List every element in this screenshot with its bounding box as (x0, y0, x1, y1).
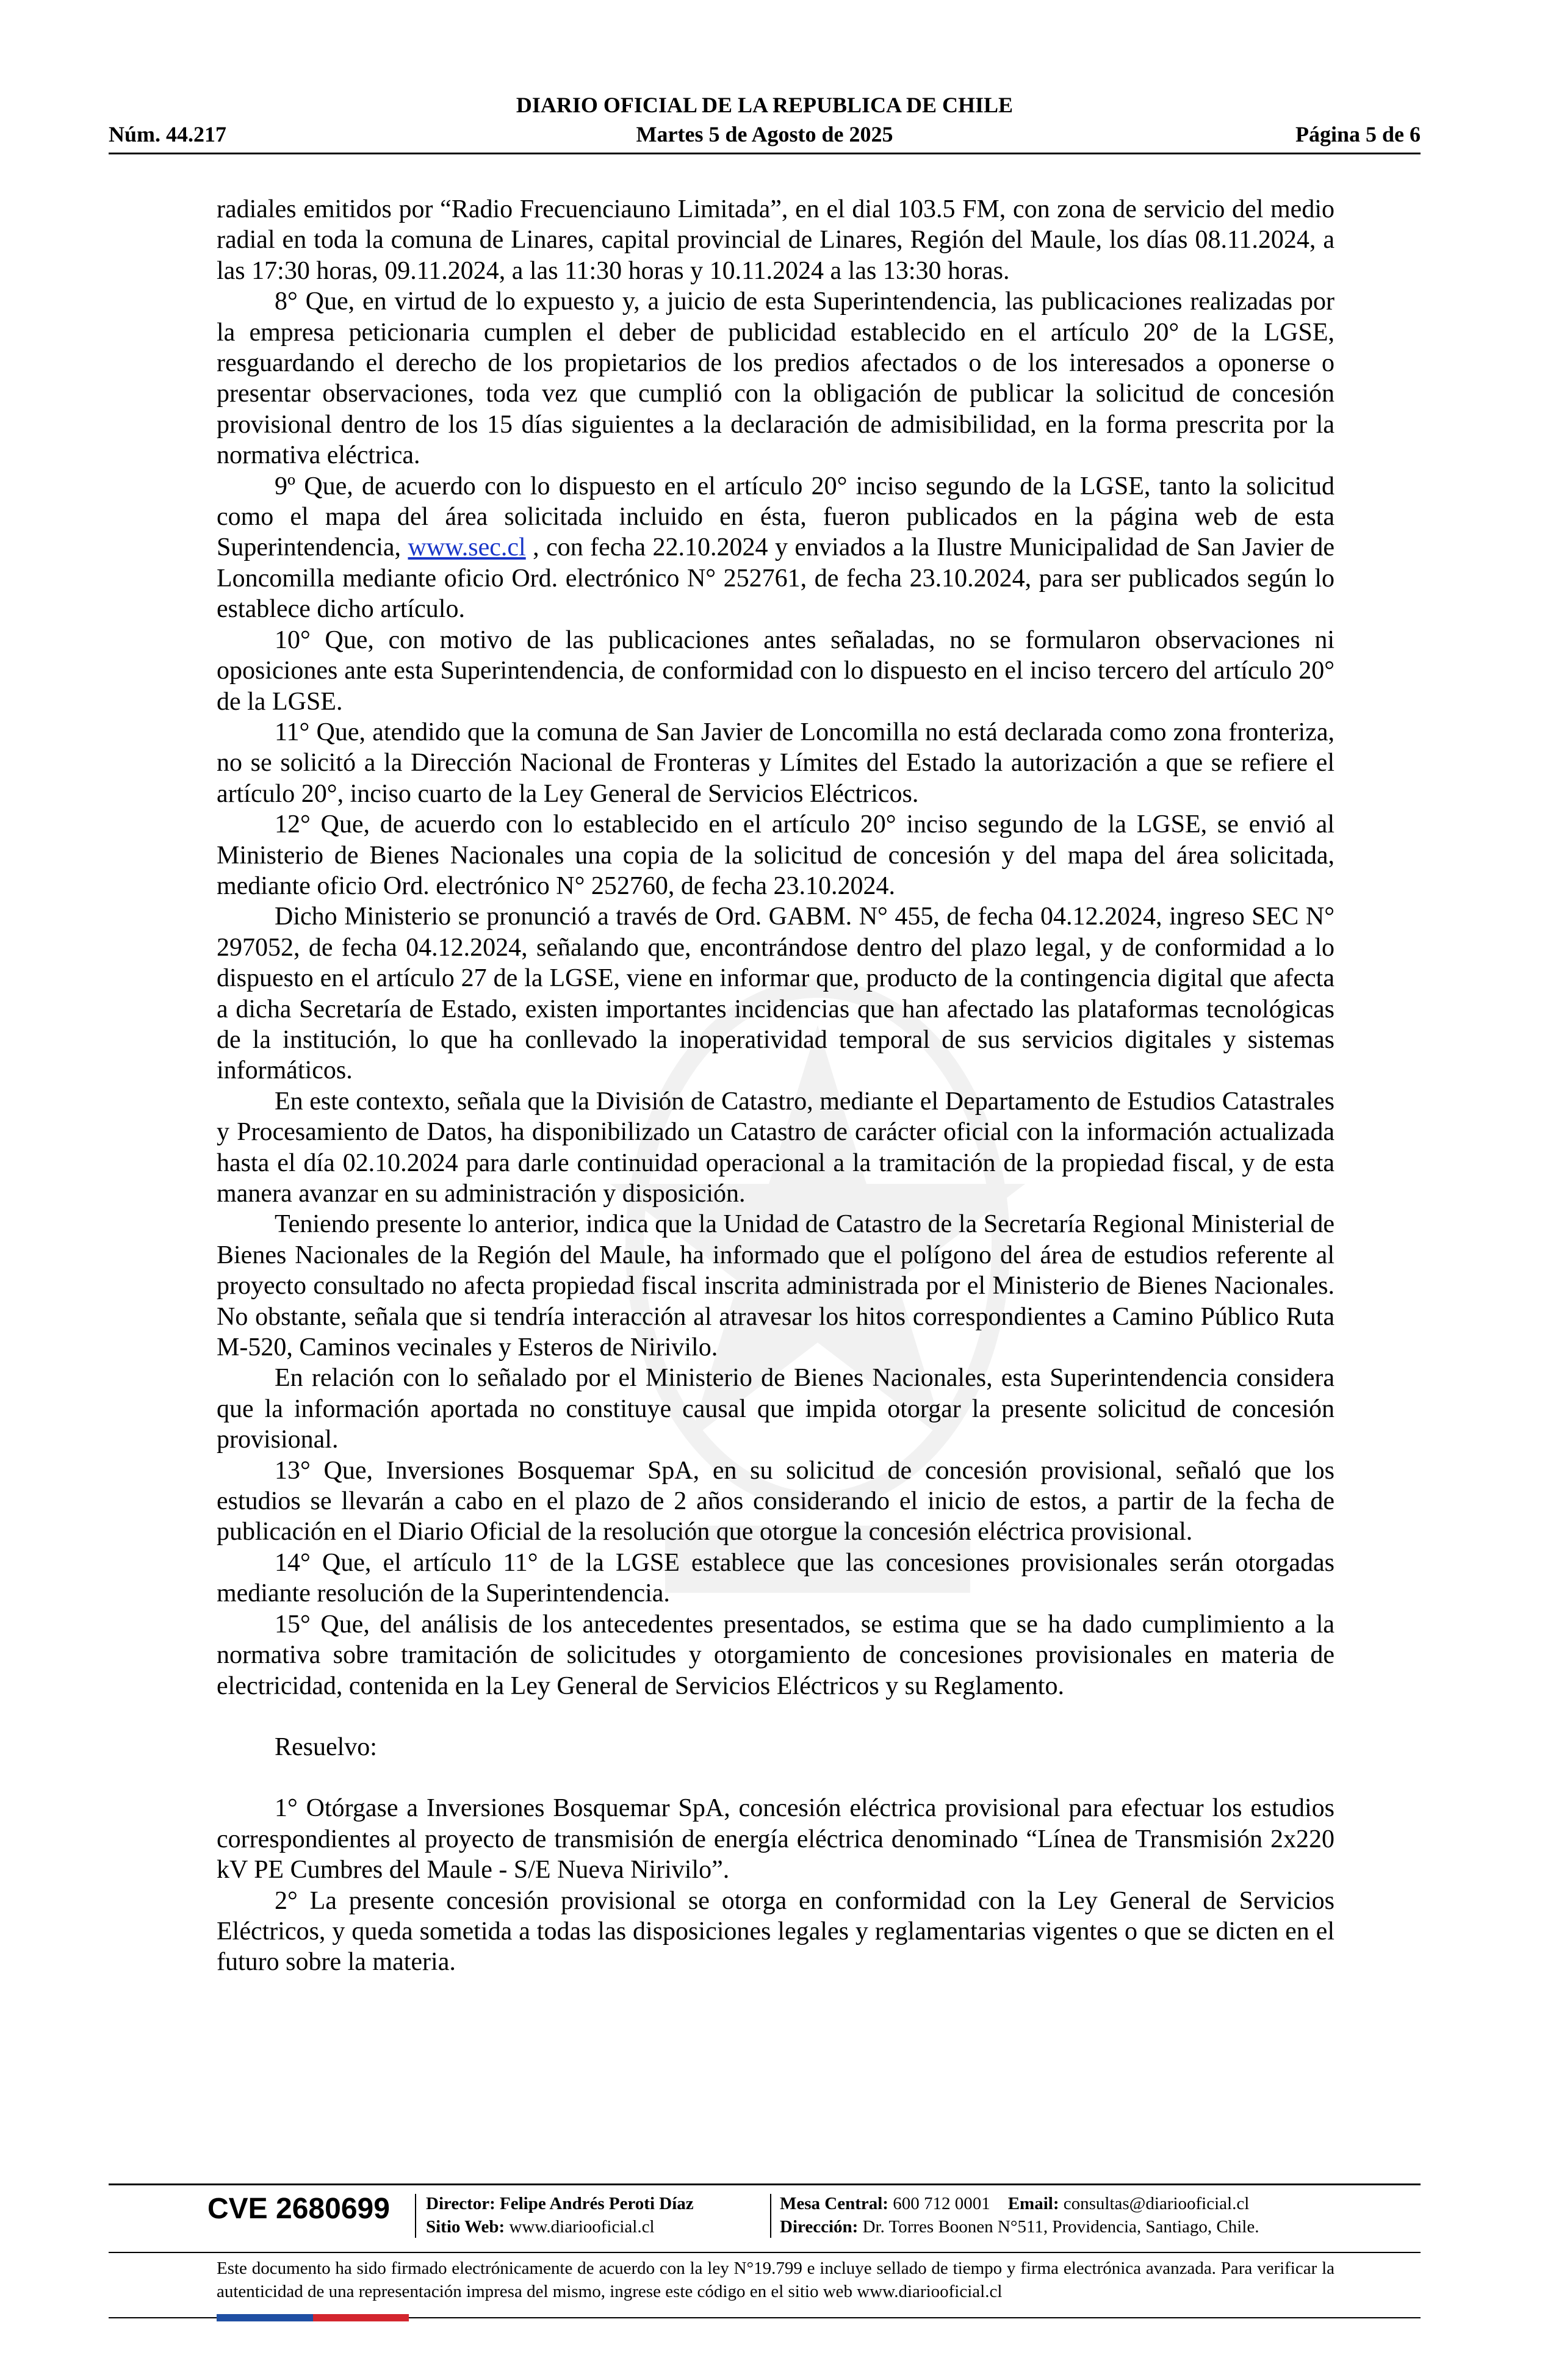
page-header (109, 92, 1421, 153)
paragraph (217, 471, 1334, 625)
flag-red-segment (313, 2314, 409, 2321)
issue-date: Martes 5 de Agosto de 2025 (636, 122, 893, 146)
paragraph: 14° Que, el artículo 11° de la LGSE establece que las concesiones provisionales serán otorgadas mediante resolución de la Superintendencia. (217, 1548, 1334, 1608)
paragraph: Dicho Ministerio se pronunció a través de Ord. GABM. N° 455, de fecha 04.12.2024, ingreso SEC N° 297052, de fecha 04.12.2024, señalando que, encontrándose dentro del plazo legal, y de conformidad a lo dispuesto en el artículo 27 de la LGSE, viene en informar que, producto de la contingencia digital que afecta a dicha Secretaría de Estado, existen importantes incidencias que han afectado las plataformas tecnológicas de la institución, lo que ha conllevado la inoperatividad temporal de sus servicios digitales y sistemas informáticos. (217, 903, 1334, 1085)
footer-director-block (426, 2192, 694, 2238)
email-value[interactable]: consultas@diariooficial.cl (1063, 2194, 1250, 2213)
paragraph: 10° Que, con motivo de las publicaciones antes señaladas, no se formularon observaciones ni oposiciones ante esta Superintendencia, de conformidad con lo dispuesto en el inciso tercero del artículo 20° de la LGSE. (217, 626, 1334, 716)
director-label: Director: (426, 2194, 495, 2213)
resuelvo-heading: Resuelvo: (275, 1733, 377, 1761)
paragraph: 1° Otórgase a Inversiones Bosquemar SpA, concesión eléctrica provisional para efectuar los estudios correspondientes al proyecto de transmisión de energía eléctrica denominado “Línea de Transmisión 2x220 kV PE Cumbres del Maule - S/E Nueva Nirivilo”. (217, 1794, 1334, 1884)
paragraph: 13° Que, Inversiones Bosquemar SpA, en su solicitud de concesión provisional, señaló que los estudios se llevarán a cabo en el plazo de 2 años considerando el inicio de estos, a partir de la fecha de publicación en el Diario Oficial de la resolución que otorgue la concesión eléctrica provisional. (217, 1456, 1334, 1546)
director-name: Felipe Andrés Peroti Díaz (500, 2194, 694, 2213)
website-value[interactable]: www.diariooficial.cl (509, 2217, 655, 2237)
issue-number: Núm. 44.217 (109, 122, 227, 146)
header-divider (109, 153, 1421, 154)
sec-website-link[interactable]: www.sec.cl (408, 533, 526, 562)
footer-divider (109, 2252, 1421, 2253)
paragraph-text: 9º Que, de acuerdo con lo dispuesto en el artículo 20° inciso segundo de la LGSE, tanto la solicitud como el mapa del área solicitada incluido en ésta, fueron publicados en la página web de esta Superintendencia, (217, 472, 1334, 562)
footer-contact-block (780, 2192, 1259, 2238)
header-row (109, 121, 1421, 148)
paragraph: 12° Que, de acuerdo con lo establecido en el artículo 20° inciso segundo de la LGSE, se envió al Ministerio de Bienes Nacionales una copia de la solicitud de concesión y del mapa del área solicitada, mediante oficio Ord. electrónico N° 252760, de fecha 23.10.2024. (217, 810, 1334, 900)
page-number: Página 5 de 6 (1295, 122, 1421, 146)
footer-divider (109, 2183, 1421, 2185)
mesa-label: Mesa Central: (780, 2194, 888, 2213)
footer-separator (415, 2194, 416, 2238)
paragraph: En este contexto, señala que la División de Catastro, mediante el Departamento de Estudios Catastrales y Procesamiento de Datos, ha disponibilizado un Catastro de carácter oficial con la información actualizada hasta el día 02.10.2024 para darle continuidad operacional a la tramitación de la propiedad fiscal, y de esta manera avanzar en su administración y disposición. (217, 1087, 1334, 1208)
paragraph-text: , con fecha 22.10.2024 y enviados a la Ilustre Municipalidad de San Javier de Loncomilla mediante oficio Ord. electrónico N° 252761, de fecha 23.10.2024, para ser publicados según lo establece dicho artículo. (217, 533, 1334, 624)
address-value: Dr. Torres Boonen N°511, Providencia, Santiago, Chile. (862, 2217, 1259, 2237)
newspaper-title: DIARIO OFICIAL DE LA REPUBLICA DE CHILE (516, 93, 1014, 117)
website-label: Sitio Web: (426, 2217, 505, 2237)
mesa-value: 600 712 0001 (893, 2194, 990, 2213)
address-label: Dirección: (780, 2217, 859, 2237)
paragraph: 11° Que, atendido que la comuna de San Javier de Loncomilla no está declarada como zona fronteriza, no se solicitó a la Dirección Nacional de Fronteras y Límites del Estado la autorización a que se refiere el artículo 20°, inciso cuarto de la Ley General de Servicios Eléctricos. (217, 718, 1334, 808)
paragraph: En relación con lo señalado por el Ministerio de Bienes Nacionales, esta Superintendencia considera que la información aportada no constituye causal que impida otorgar la presente solicitud de concesión provisional. (217, 1364, 1334, 1454)
paragraph: radiales emitidos por “Radio Frecuenciauno Limitada”, en el dial 103.5 FM, con zona de servicio del medio radial en toda la comuna de Linares, capital provincial de Linares, Región del Maule, los días 08.11.2024, a las 17:30 horas, 09.11.2024, a las 11:30 horas y 10.11.2024 a las 13:30 horas. (217, 195, 1334, 285)
paragraph: 8° Que, en virtud de lo expuesto y, a juicio de esta Superintendencia, las publicaciones realizadas por la empresa peticionaria cumplen el deber de publicidad establecido en el artículo 20° de la LGSE, resguardando el derecho de los propietarios de los predios afectados o de los interesados a oponerse o presentar observaciones, toda vez que cumplió con la obligación de publicar la solicitud de concesión provisional dentro de los 15 días siguientes a la declaración de admisibilidad, en la forma prescrita por la normativa eléctrica. (217, 287, 1334, 470)
signature-note: Este documento ha sido firmado electrónicamente de acuerdo con la ley N°19.799 e incluye sellado de tiempo y firma electrónica avanzada. Para verificar la autenticidad de una representación impresa del mismo, ingrese este código en el sitio web www.diariooficial.cl (217, 2259, 1334, 2301)
email-label: Email: (1007, 2194, 1059, 2213)
cve-code: CVE 2680699 (207, 2193, 390, 2225)
paragraph: 2° La presente concesión provisional se otorga en conformidad con la Ley General de Servicios Eléctricos, y queda sometida a todas las disposiciones legales y reglamentarias vigentes o que se dicten en el futuro sobre la materia. (217, 1886, 1334, 1977)
paragraph: Teniendo presente lo anterior, indica que la Unidad de Catastro de la Secretaría Regional Ministerial de Bienes Nacionales de la Región del Maule, ha informado que el polígono del área de estudios referente al proyecto consultado no afecta propiedad fiscal inscrita administrada por el Ministerio de Bienes Nacionales. No obstante, señala que si tendría interacción al atravesar los hitos correspondientes a Camino Público Ruta M-520, Caminos vecinales y Esteros de Nirivilo. (217, 1210, 1334, 1362)
flag-blue-segment (217, 2314, 313, 2321)
chile-flag-stripe (217, 2314, 409, 2321)
paragraph: 15° Que, del análisis de los antecedentes presentados, se estima que se ha dado cumplimiento a la normativa sobre tramitación de solicitudes y otorgamiento de concesiones provisionales en materia de electricidad, contenida en la Ley General de Servicios Eléctricos y su Reglamento. (217, 1610, 1334, 1700)
footer-separator (770, 2194, 771, 2238)
document-body (217, 194, 1334, 1978)
